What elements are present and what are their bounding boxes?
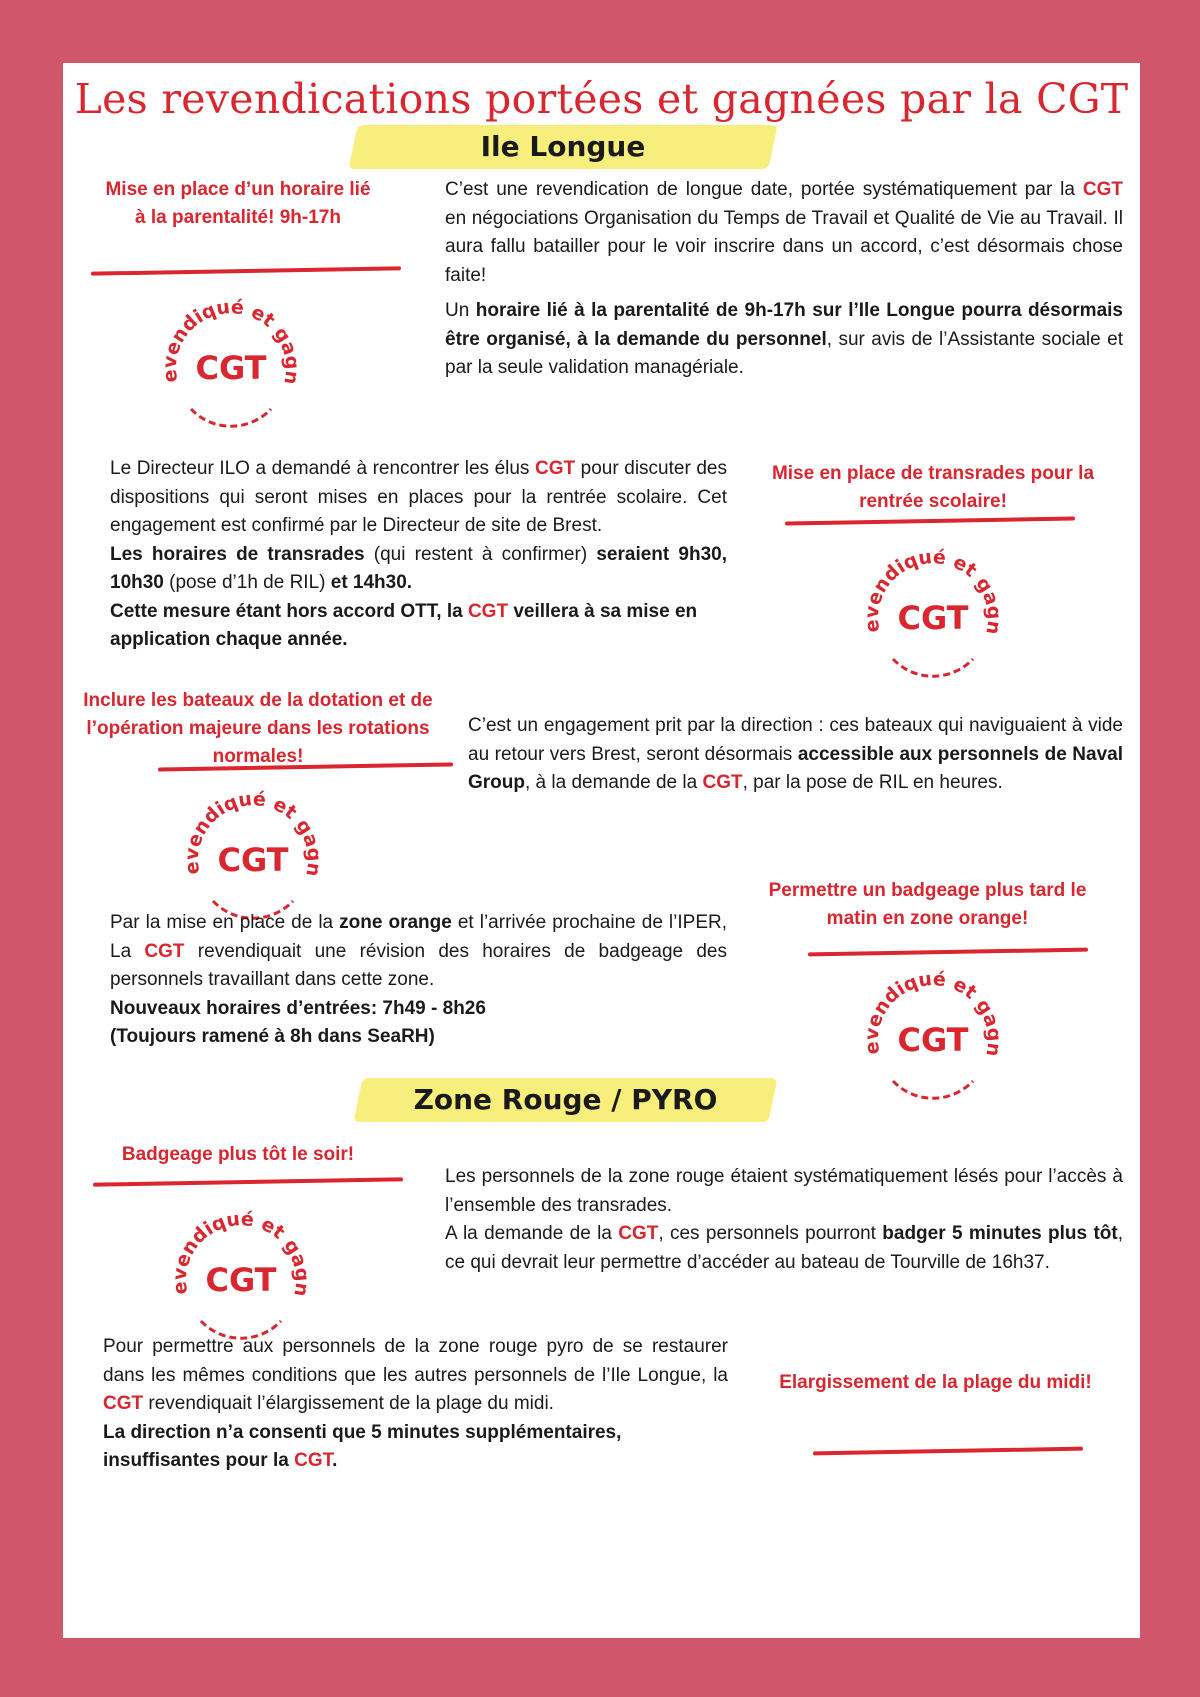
- bold-text: veillera à sa mise en application chaque année.: [110, 600, 698, 650]
- claim-label: Mise en place d’un horaire lié à la parentalité! 9h-17h: [105, 179, 371, 228]
- text: en négociations Organisation du Temps de Travail et Qualité de Vie au Travail. Il aura fallu batailler pour le voir inscrire dans un accord, c’est désormais chose faite!: [445, 207, 1123, 286]
- cgt-mention: CGT: [702, 772, 743, 793]
- stamp-graphic: [156, 291, 306, 441]
- text-block: [468, 712, 1123, 798]
- stamp-arc-text: evendiqué et gagn: [860, 968, 1006, 1058]
- text: , ces personnels pourront: [658, 1223, 883, 1244]
- paragraph: Les personnels de la zone rouge étaient systématiquement lésés pour l’accès à l’ensemble des transrades.: [445, 1166, 1123, 1216]
- section-heading-ile-longue: Ile Longue: [480, 130, 646, 163]
- paragraph: [110, 598, 727, 655]
- stamp-cgt-text: CGT: [195, 349, 267, 387]
- cgt-mention: CGT: [144, 940, 185, 962]
- text: Le Directeur ILO a demandé à rencontrer les élus: [110, 458, 535, 479]
- stamp-revendique-gagne: [858, 963, 1008, 1117]
- stamp-ring: [191, 409, 271, 426]
- stamp-arc-text: evendiqué et gagn: [180, 788, 326, 878]
- bold-text: zone orange: [339, 912, 452, 933]
- paragraph: [110, 909, 727, 995]
- cgt-mention: CGT: [294, 1450, 333, 1471]
- text: (qui restent à confirmer): [364, 543, 597, 565]
- paragraph: [468, 712, 1123, 798]
- cgt-mention: CGT: [103, 1393, 144, 1414]
- bold-text: badger 5 minutes plus tôt: [882, 1223, 1118, 1244]
- cgt-mention: CGT: [1082, 179, 1123, 200]
- bold-text: La direction n’a consenti que 5 minutes supplémentaires, insuffisantes pour la: [103, 1421, 622, 1471]
- bold-text: Les horaires de transrades: [110, 543, 365, 565]
- stamp-graphic: [858, 541, 1008, 691]
- text-block: [445, 1163, 1123, 1277]
- bold-text: horaire lié à la parentalité de 9h-17h sur l’Ile Longue pourra désormais être organisé, à la demande du personnel: [445, 300, 1123, 350]
- text: revendiquait une révision des horaires de badgeage des personnels travaillant dans cette zone.: [110, 940, 728, 990]
- red-underline: [808, 948, 1088, 957]
- text: revendiquait l’élargissement de la plage du midi.: [143, 1393, 554, 1414]
- claim-label: Mise en place de transrades pour la rentrée scolaire!: [771, 463, 1095, 512]
- stamp-graphic: [858, 963, 1008, 1113]
- text: C’est un engagement prit par la direction : ces bateaux qui naviguaient à vide au retour vers Brest, seront désormais: [468, 715, 1123, 765]
- stamp-cgt-text: CGT: [897, 1021, 969, 1059]
- cgt-mention: CGT: [618, 1223, 659, 1244]
- claim-label: Inclure les bateaux de la dotation et de l’opération majeure dans les rotations normales!: [83, 690, 433, 767]
- text: , par la pose de RIL en heures.: [742, 772, 1003, 793]
- text-block: [110, 909, 727, 1052]
- page-title: Les revendications portées et gagnées par la CGT: [74, 75, 1129, 123]
- text-block: [445, 176, 1123, 383]
- stamp-cgt-text: CGT: [205, 1261, 277, 1299]
- text-block: [110, 455, 727, 655]
- red-underline: [785, 516, 1075, 525]
- paragraph: [110, 541, 727, 598]
- stamp-ring: [893, 659, 973, 676]
- bold-text: .: [332, 1450, 338, 1471]
- paragraph: [110, 455, 727, 541]
- bold-text: accessible aux personnels de Naval Group: [468, 743, 1123, 793]
- paragraph: [103, 1333, 728, 1419]
- paragraph: (Toujours ramené à 8h dans SeaRH): [110, 1026, 435, 1047]
- paragraph: [445, 297, 1123, 383]
- bold-text: seraient 9h30, 10h30: [110, 543, 727, 593]
- text: , ce qui devrait leur permettre d’accéder au bateau de Tourville de 16h37.: [445, 1223, 1123, 1273]
- paragraph: [445, 176, 1123, 290]
- paragraph: Nouveaux horaires d’entrées: 7h49 - 8h26: [110, 997, 486, 1019]
- claim-label: Permettre un badgeage plus tard le matin en zone orange!: [768, 880, 1087, 929]
- stamp-ring: [893, 1081, 973, 1098]
- red-underline: [91, 266, 401, 275]
- section-heading-zone-rouge: Zone Rouge / PYRO: [413, 1083, 718, 1116]
- stamp-cgt-text: CGT: [897, 599, 969, 637]
- text: et l’arrivée prochaine de l’IPER, La: [110, 912, 727, 962]
- red-underline: [813, 1447, 1083, 1456]
- stamp-graphic: [166, 1203, 316, 1353]
- stamp-cgt-text: CGT: [217, 841, 289, 879]
- cgt-mention: CGT: [535, 458, 576, 479]
- paragraph: [445, 1220, 1123, 1277]
- claim-label: Elargissement de la plage du midi!: [779, 1372, 1092, 1393]
- text: , à la demande de la: [525, 772, 703, 793]
- text: , sur avis de l’Assistante sociale et par la seule validation managériale.: [445, 328, 1123, 378]
- bold-text: et 14h30.: [330, 572, 413, 593]
- text-block: [103, 1333, 728, 1476]
- paragraph: [103, 1419, 728, 1476]
- text: Pour permettre aux personnels de la zone rouge pyro de se restaurer dans les mêmes conditions que les autres personnels de l’Ile Longue, la: [103, 1336, 728, 1386]
- text: Par la mise en place de la: [110, 912, 340, 933]
- stamp-arc-text: evendiqué et gagn: [158, 296, 304, 386]
- text: (pose d’1h de RIL): [163, 572, 331, 593]
- text: Un: [445, 300, 476, 321]
- text: A la demande de la: [445, 1223, 619, 1244]
- stamp-revendique-gagne: [156, 291, 306, 445]
- stamp-arc-text: evendiqué et gagn: [168, 1208, 314, 1298]
- bold-text: Cette mesure étant hors accord OTT, la: [110, 600, 468, 622]
- stamp-revendique-gagne: [858, 541, 1008, 695]
- text: C’est une revendication de longue date, portée systématiquement par la: [445, 179, 1083, 200]
- red-underline: [93, 1177, 403, 1186]
- page-sheet: [63, 63, 1140, 1638]
- cgt-mention: CGT: [467, 600, 509, 622]
- text: pour discuter des dispositions qui seront mises en places pour la rentrée scolaire. Cet engagement est confirmé par le Directeur de site de Brest.: [110, 458, 727, 536]
- claim-label: Badgeage plus tôt le soir!: [121, 1144, 355, 1165]
- stamp-arc-text: evendiqué et gagn: [860, 546, 1006, 636]
